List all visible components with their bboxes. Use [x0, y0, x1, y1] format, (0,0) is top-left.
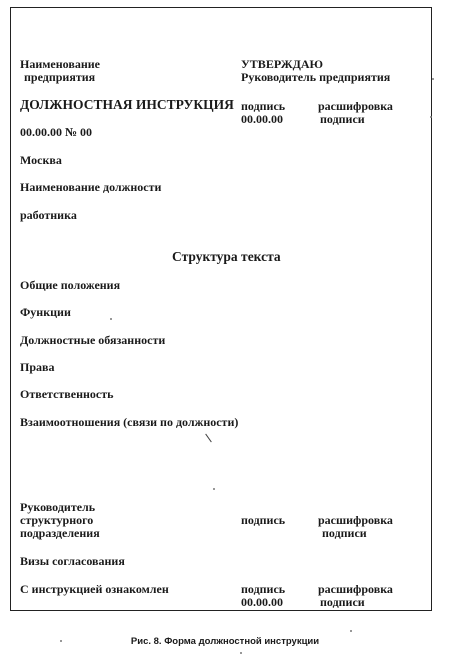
- scan-speck: [432, 78, 434, 80]
- head-decoding-line1: расшифровка: [318, 513, 393, 527]
- org-name-line2: предприятия: [24, 70, 96, 84]
- section-item: Должностные обязанности: [20, 333, 166, 347]
- section-item: Общие положения: [20, 278, 121, 292]
- head-line3: подразделения: [20, 526, 100, 540]
- acq-decoding-line2: подписи: [320, 595, 365, 609]
- doc-number: 00.00.00 № 00: [20, 125, 93, 139]
- approval-title: УТВЕРЖДАЮ: [241, 57, 324, 71]
- section-item: Функции: [20, 305, 71, 319]
- acquainted-label: С инструкцией ознакомлен: [20, 582, 169, 596]
- figure-caption: Рис. 8. Форма должностной инструкции: [130, 636, 320, 647]
- doc-title: ДОЛЖНОСТНАЯ ИНСТРУКЦИЯ: [20, 97, 234, 112]
- scan-speck: [430, 116, 432, 118]
- city: Москва: [20, 153, 62, 167]
- scan-speck: [350, 630, 352, 632]
- signature-date: 00.00.00: [241, 112, 283, 126]
- head-signature-label: подпись: [241, 513, 286, 527]
- head-line1: Руководитель: [20, 500, 96, 514]
- acq-decoding-line1: расшифровка: [318, 582, 393, 596]
- acq-signature-date: 00.00.00: [241, 595, 283, 609]
- acq-signature-label: подпись: [241, 582, 286, 596]
- org-name-line1: Наименование: [20, 57, 100, 71]
- scan-speck: [213, 488, 215, 490]
- section-item: Права: [20, 360, 55, 374]
- position-name: Наименование должности: [20, 180, 162, 194]
- scan-speck: [60, 640, 62, 642]
- head-line2: структурного: [20, 513, 94, 527]
- approval-subtitle: Руководитель предприятия: [241, 70, 391, 84]
- scan-speck: [240, 652, 242, 654]
- section-item: Ответственность: [20, 387, 114, 401]
- employee: работника: [20, 208, 77, 222]
- decoding-label-line2: подписи: [320, 112, 365, 126]
- structure-heading: Структура текста: [172, 249, 281, 264]
- scan-speck: [110, 318, 112, 320]
- head-decoding-line2: подписи: [322, 526, 367, 540]
- section-item: Взаимоотношения (связи по должности): [20, 415, 239, 429]
- signature-label: подпись: [241, 99, 286, 113]
- decoding-label-line1: расшифровка: [318, 99, 393, 113]
- visas-label: Визы согласования: [20, 554, 125, 568]
